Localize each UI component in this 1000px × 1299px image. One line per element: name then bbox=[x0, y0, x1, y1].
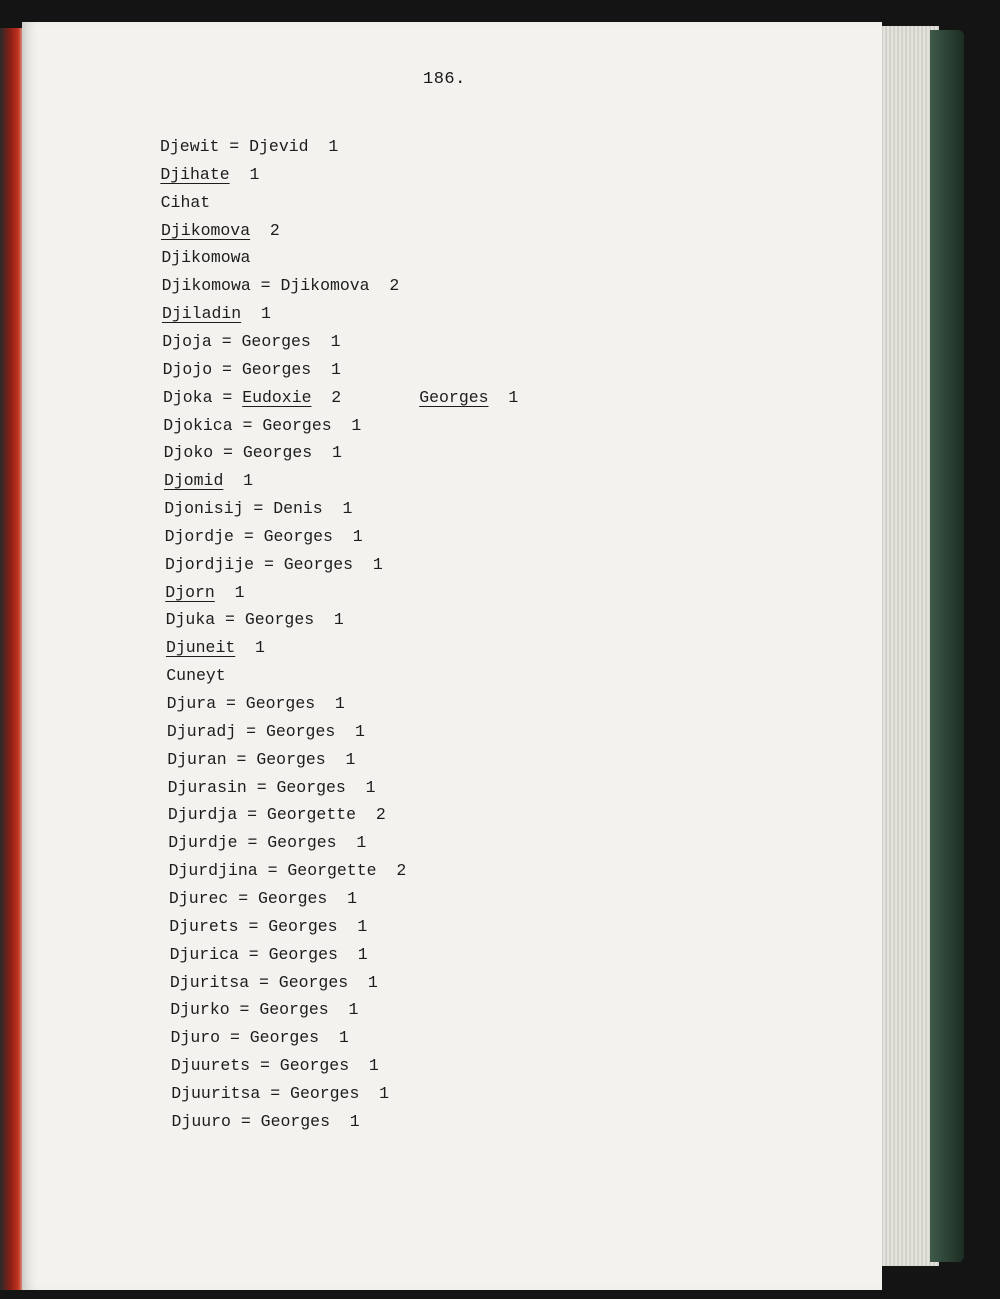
entry-text: 2 bbox=[311, 387, 342, 407]
index-entry bbox=[169, 917, 367, 937]
index-entry bbox=[171, 1028, 349, 1048]
entry-text: Djoka = bbox=[162, 387, 243, 407]
entry-text: Djurko = Georges 1 bbox=[170, 1000, 359, 1020]
index-entry bbox=[168, 833, 366, 853]
entry-text: Djuran = Georges 1 bbox=[167, 749, 356, 769]
entry-text: 1 bbox=[235, 638, 265, 658]
entry-text: Djikomowa = Djikomova 2 bbox=[161, 276, 400, 296]
index-entry bbox=[164, 443, 342, 463]
index-entry bbox=[161, 221, 280, 241]
index-entry bbox=[167, 694, 345, 714]
entry-text: Djuuro = Georges 1 bbox=[171, 1111, 360, 1131]
index-entry bbox=[166, 666, 225, 686]
entry-text: Djurdja = Georgette 2 bbox=[167, 805, 386, 825]
entry-text: 1 bbox=[223, 471, 254, 491]
index-entry bbox=[160, 137, 338, 157]
entry-text: Djuka = Georges 1 bbox=[165, 610, 344, 630]
entry-text: Djurdjina = Georgette 2 bbox=[168, 861, 407, 881]
entry-text: Djurec = Georges 1 bbox=[168, 888, 358, 908]
index-entry bbox=[171, 1084, 389, 1104]
index-entry bbox=[167, 722, 365, 742]
index-entry bbox=[167, 750, 355, 770]
entry-text: Djokica = Georges 1 bbox=[163, 415, 362, 435]
index-entry bbox=[170, 945, 368, 965]
entry-text: Djoko = Georges 1 bbox=[163, 443, 342, 463]
entry-text: Cihat bbox=[160, 192, 211, 212]
entry-text: 1 bbox=[241, 304, 271, 324]
entry-text: Djojo = Georges 1 bbox=[162, 359, 341, 379]
entry-text: Cuneyt bbox=[166, 666, 226, 686]
entry-text: Djuurets = Georges 1 bbox=[170, 1056, 379, 1076]
entry-text: Djuradj = Georges 1 bbox=[166, 721, 365, 741]
index-entry bbox=[163, 360, 341, 380]
index-entry bbox=[168, 805, 386, 825]
entry-text: 1 bbox=[488, 387, 519, 407]
entry-headword: Djomid bbox=[163, 471, 224, 491]
entry-text: Djurica = Georges 1 bbox=[169, 944, 368, 964]
index-entry bbox=[165, 527, 363, 547]
index-entry bbox=[169, 861, 407, 881]
entry-text: Djewit = Djevid 1 bbox=[160, 137, 339, 156]
entry-headword: Georges bbox=[419, 387, 489, 407]
entry-text: Djonisij = Denis 1 bbox=[164, 499, 353, 519]
index-entry bbox=[164, 471, 253, 491]
index-entry bbox=[161, 248, 250, 268]
index-entry bbox=[162, 304, 271, 324]
index-entry bbox=[162, 332, 340, 352]
index-entry bbox=[165, 583, 244, 603]
entry-headword: Djorn bbox=[165, 582, 215, 602]
index-entry bbox=[161, 193, 211, 213]
entry-text: Djura = Georges 1 bbox=[166, 694, 345, 713]
entry-text: Djordje = Georges 1 bbox=[164, 526, 363, 546]
entry-text: Djordjije = Georges 1 bbox=[164, 554, 383, 574]
index-entry bbox=[169, 889, 357, 909]
index-entry bbox=[168, 778, 376, 798]
entry-text: Djuro = Georges 1 bbox=[170, 1028, 349, 1048]
entry-text: Djurdje = Georges 1 bbox=[168, 833, 367, 853]
entry-text: Djikomowa bbox=[161, 248, 251, 268]
index-entry bbox=[162, 276, 400, 296]
index-entry bbox=[171, 1056, 379, 1076]
entry-headword: Eudoxie bbox=[242, 387, 312, 407]
index-entry bbox=[170, 973, 378, 993]
entry-headword: Djihate bbox=[160, 164, 230, 184]
index-entry bbox=[165, 555, 383, 575]
entry-headword: Djiladin bbox=[161, 304, 242, 324]
index-entry bbox=[166, 610, 344, 630]
entry-text: 1 bbox=[214, 582, 245, 602]
index-entry bbox=[160, 165, 259, 185]
entry-headword: Djuneit bbox=[165, 638, 236, 658]
index-entry bbox=[163, 416, 361, 436]
index-entry bbox=[163, 388, 518, 408]
entry-text: Djurets = Georges 1 bbox=[169, 916, 368, 936]
entry-text: 2 bbox=[250, 220, 280, 240]
index-entry bbox=[166, 638, 265, 658]
entry-text: Djurasin = Georges 1 bbox=[167, 777, 376, 797]
entry-text: Djuuritsa = Georges 1 bbox=[171, 1083, 390, 1103]
entry-text: 1 bbox=[229, 164, 260, 184]
index-entry bbox=[164, 499, 352, 519]
entry-text: Djoja = Georges 1 bbox=[162, 331, 341, 351]
page-number: 186. bbox=[423, 70, 466, 89]
entry-headword: Djikomova bbox=[160, 220, 251, 240]
entry-text: Djuritsa = Georges 1 bbox=[169, 972, 378, 992]
index-entry bbox=[170, 1000, 358, 1020]
index-entry bbox=[172, 1112, 360, 1132]
